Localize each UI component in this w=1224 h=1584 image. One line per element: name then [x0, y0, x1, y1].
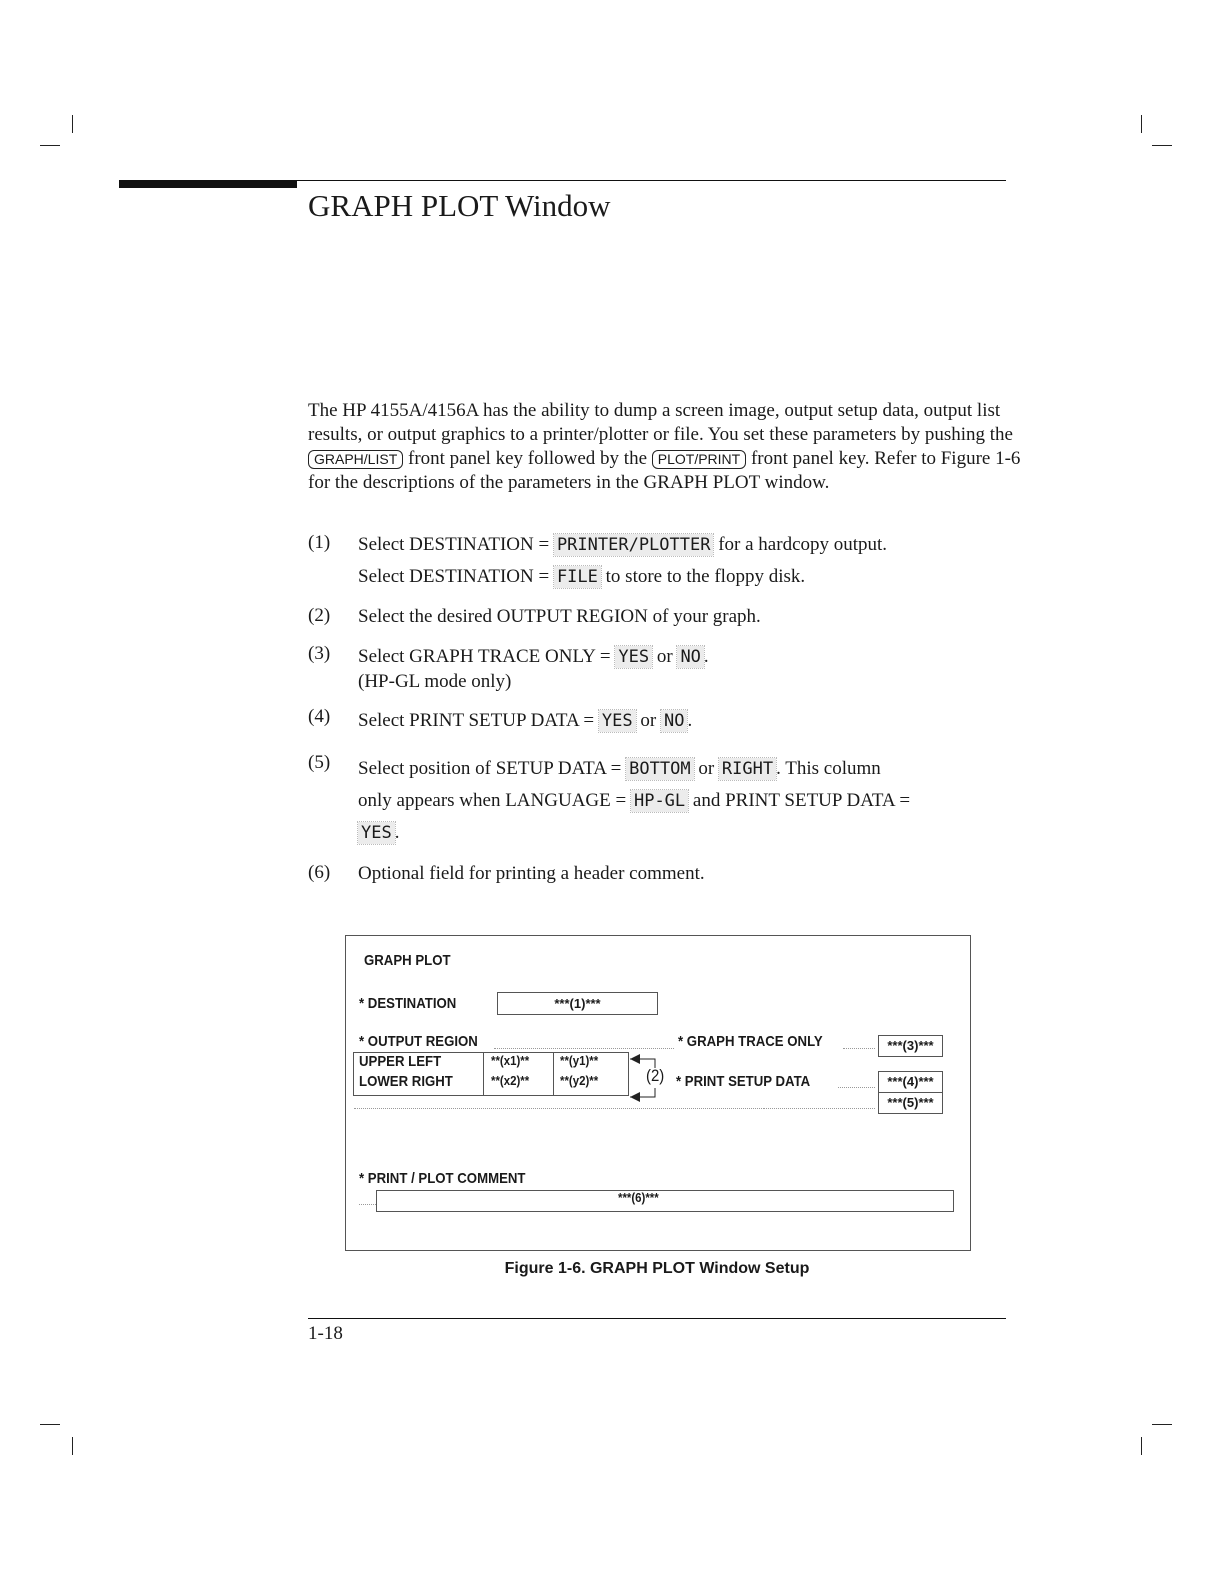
leader-dots	[354, 1108, 764, 1109]
comment-field	[376, 1190, 954, 1212]
graph-list-key: GRAPH/LIST	[308, 450, 403, 469]
title-bar	[119, 180, 297, 188]
print-plot-comment-label: * PRINT / PLOT COMMENT	[359, 1170, 526, 1187]
leader-dots	[764, 1108, 875, 1109]
leader-dots	[838, 1087, 875, 1088]
softkey-bottom: BOTTOM	[626, 758, 693, 780]
crop-mark	[1141, 1437, 1142, 1455]
table-divider	[553, 1052, 554, 1095]
page-title: GRAPH PLOT Window	[308, 188, 611, 223]
crop-mark	[40, 145, 60, 146]
comment-field-value: ***(6)***	[618, 1190, 659, 1205]
item-5-line-3: YES .	[358, 821, 1008, 845]
softkey-printer-plotter: PRINTER/PLOTTER	[554, 534, 714, 556]
item-1-line-2: Select DESTINATION = FILE to store to the floppy disk.	[358, 566, 806, 587]
crop-mark	[40, 1424, 60, 1425]
softkey-yes: YES	[599, 710, 636, 732]
item-2-text: Select the desired OUTPUT REGION of your graph.	[358, 606, 761, 627]
softkey-no: NO	[661, 710, 687, 732]
item-number: (4)	[308, 706, 331, 727]
softkey-file: FILE	[554, 566, 601, 588]
intro-text: The HP 4155A/4156A has the ability to dump a screen image, output setup data, output list results, or output graphics to a printer/plotter or file. You set these parameters by pushing the	[308, 400, 1013, 445]
x1-field: **(x1)**	[491, 1053, 530, 1068]
lower-right-label: LOWER RIGHT	[359, 1073, 453, 1090]
title-rule	[297, 180, 1006, 181]
graph-trace-only-label: * GRAPH TRACE ONLY	[678, 1033, 823, 1050]
item-number: (5)	[308, 752, 331, 773]
leader-dots	[843, 1048, 875, 1049]
item-5-line-1: Select position of SETUP DATA = BOTTOM or RIGHT . This column	[358, 758, 881, 779]
crop-mark	[72, 1437, 73, 1455]
destination-label: * DESTINATION	[359, 995, 457, 1012]
item-6-text: Optional field for printing a header comment.	[358, 863, 705, 884]
destination-field: ***(1)***	[497, 992, 658, 1015]
table-divider	[483, 1052, 484, 1095]
intro-text: front panel key. Refer to Figure 1-6 for the descriptions of the parameters in the GRAPH PLOT window.	[308, 448, 1021, 493]
y1-field: **(y1)**	[560, 1053, 599, 1068]
item-number: (3)	[308, 643, 331, 664]
y2-field: **(y2)**	[560, 1073, 599, 1088]
softkey-right: RIGHT	[719, 758, 776, 780]
softkey-yes: YES	[615, 646, 652, 668]
crop-mark	[1152, 145, 1172, 146]
item-number: (6)	[308, 862, 331, 883]
intro-paragraph	[308, 399, 1023, 495]
footer-rule	[308, 1318, 1006, 1319]
crop-mark	[1152, 1424, 1172, 1425]
item-3-line-2: (HP-GL mode only)	[358, 671, 512, 692]
plot-print-key: PLOT/PRINT	[652, 450, 746, 469]
intro-text: front panel key followed by the	[403, 448, 652, 469]
item-4-text: Select PRINT SETUP DATA = YES or NO .	[358, 710, 693, 731]
crop-mark	[1141, 115, 1142, 133]
crop-mark	[72, 115, 73, 133]
region-callout: (2)	[646, 1066, 665, 1085]
figure-caption: Figure 1-6. GRAPH PLOT Window Setup	[504, 1260, 810, 1277]
upper-left-label: UPPER LEFT	[359, 1053, 442, 1070]
graph-trace-only-field: ***(3)***	[878, 1035, 943, 1057]
print-setup-data-field: ***(4)***	[878, 1071, 943, 1093]
setup-position-field: ***(5)***	[878, 1092, 943, 1114]
softkey-hp-gl: HP-GL	[631, 790, 688, 812]
graph-plot-window-figure	[345, 935, 971, 1251]
softkey-no: NO	[677, 646, 703, 668]
output-region-label: * OUTPUT REGION	[359, 1033, 478, 1050]
page-number: 1-18	[308, 1323, 343, 1344]
softkey-yes: YES	[358, 822, 395, 844]
item-1-line-1: Select DESTINATION = PRINTER/PLOTTER for a hardcopy output.	[358, 534, 888, 555]
x2-field: **(x2)**	[491, 1073, 530, 1088]
item-3-line-1: Select GRAPH TRACE ONLY = YES or NO .	[358, 646, 709, 667]
leader-dots	[359, 1204, 376, 1205]
figure-heading: GRAPH PLOT	[364, 952, 451, 969]
item-number: (1)	[308, 532, 331, 553]
item-5-line-2: only appears when LANGUAGE = HP-GL and PRINT SETUP DATA =	[358, 790, 911, 811]
item-number: (2)	[308, 605, 331, 626]
print-setup-data-label: * PRINT SETUP DATA	[676, 1073, 811, 1090]
